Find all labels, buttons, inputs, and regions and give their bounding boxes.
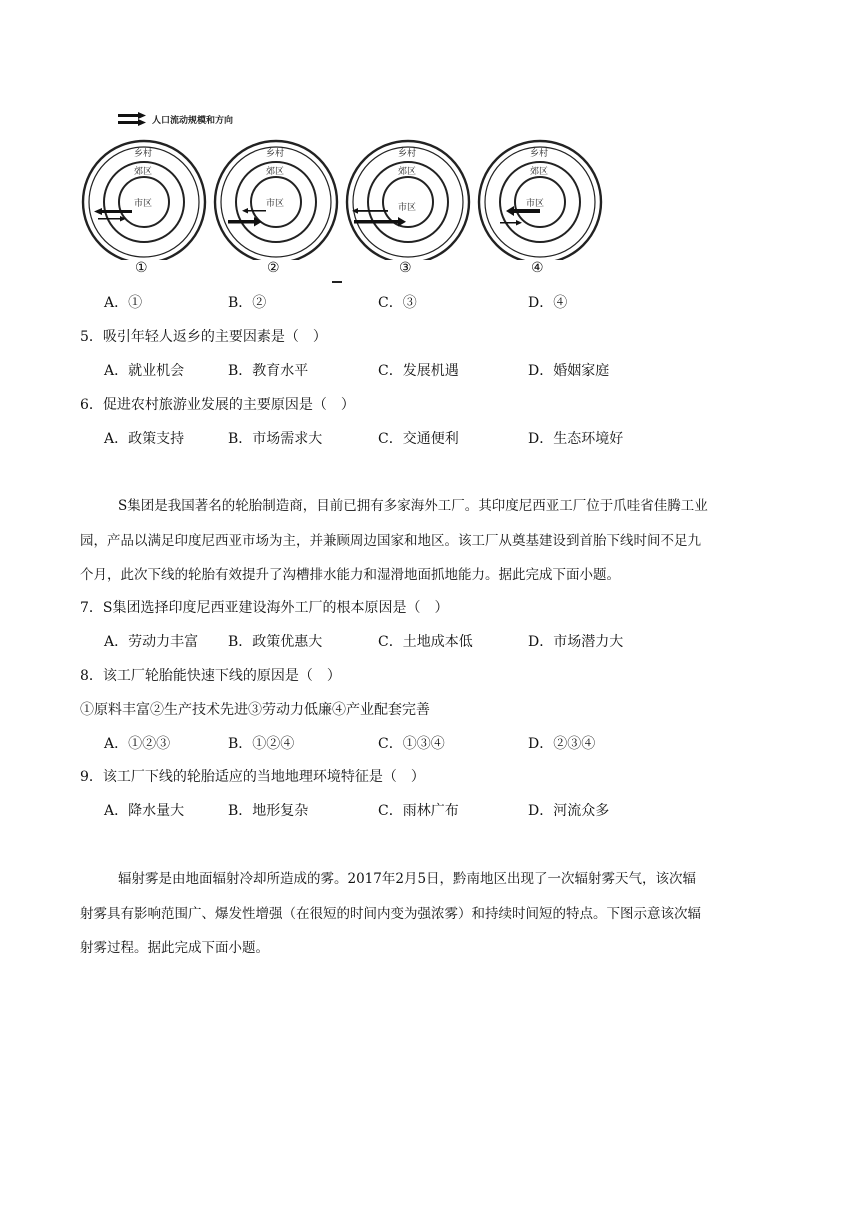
- q4-option-d[interactable]: D．④: [528, 295, 568, 311]
- village-label: 乡村: [530, 149, 549, 159]
- diagram-number: ③: [399, 260, 412, 276]
- diagram-2: [212, 138, 340, 280]
- passage1-line-2: 园，产品以满足印度尼西亚市场为主，并兼顾周边国家和地区。该工厂从奠基建设到首胎下线时间不足九: [80, 533, 701, 549]
- diagram-3: [344, 138, 472, 280]
- village-label: 乡村: [134, 149, 153, 159]
- q4-option-c[interactable]: C．③: [378, 295, 417, 311]
- city-label: 市区: [398, 203, 417, 213]
- q9-option-a[interactable]: A．降水量大: [104, 803, 185, 819]
- passage2-line-2: 射雾具有影响范围广、爆发性增强（在很短的时间内变为强浓雾）和持续时间短的特点。下图示意该次辐: [80, 906, 701, 922]
- q8-stem: 8．该工厂轮胎能快速下线的原因是（ ）: [80, 668, 341, 684]
- city-label: 市区: [134, 199, 153, 209]
- q9-option-b[interactable]: B．地形复杂: [228, 803, 309, 819]
- passage2-line-1: 辐射雾是由地面辐射冷却所造成的雾。2017年2月5日，黔南地区出现了一次辐射雾天气，该次辐: [118, 871, 697, 887]
- passage1-line-1: S集团是我国著名的轮胎制造商，目前已拥有多家海外工厂。其印度尼西亚工厂位于爪哇省佳腾工业: [118, 498, 708, 514]
- q6-option-c[interactable]: C．交通便利: [378, 431, 459, 447]
- q4-option-a[interactable]: A．①: [104, 295, 143, 311]
- suburb-label: 郊区: [398, 167, 417, 177]
- legend-label: 人口流动规模和方向: [152, 116, 234, 126]
- q6-option-d[interactable]: D．生态环境好: [528, 431, 624, 447]
- passage2-line-3: 射雾过程。据此完成下面小题。: [80, 940, 269, 956]
- q7-option-a[interactable]: A．劳动力丰富: [104, 634, 199, 650]
- q7-option-b[interactable]: B．政策优惠大: [228, 634, 323, 650]
- diagram-number: ①: [135, 260, 148, 276]
- diagram-number: ④: [531, 260, 544, 276]
- suburb-label: 郊区: [134, 167, 153, 177]
- city-label: 市区: [526, 199, 545, 209]
- village-label: 乡村: [266, 149, 285, 159]
- diagram-1: [80, 138, 208, 280]
- q4-option-b[interactable]: B．②: [228, 295, 267, 311]
- q8-option-c[interactable]: C．①③④: [378, 736, 445, 752]
- q9-stem: 9．该工厂下线的轮胎适应的当地地理环境特征是（ ）: [80, 769, 425, 785]
- q5-option-d[interactable]: D．婚姻家庭: [528, 363, 610, 379]
- q9-option-c[interactable]: C．雨林广布: [378, 803, 459, 819]
- q6-option-b[interactable]: B．市场需求大: [228, 431, 323, 447]
- q6-stem: 6．促进农村旅游业发展的主要原因是（ ）: [80, 397, 355, 413]
- q5-option-c[interactable]: C．发展机遇: [378, 363, 459, 379]
- village-label: 乡村: [398, 149, 417, 159]
- double-arrow-icon: [118, 112, 146, 126]
- diagram-number: ②: [267, 260, 280, 276]
- q8-option-a[interactable]: A．①②③: [104, 736, 171, 752]
- city-label: 市区: [266, 199, 285, 209]
- q5-option-a[interactable]: A．就业机会: [104, 363, 185, 379]
- q6-option-a[interactable]: A．政策支持: [104, 431, 185, 447]
- q8-option-d[interactable]: D．②③④: [528, 736, 596, 752]
- q7-option-d[interactable]: D．市场潜力大: [528, 634, 624, 650]
- suburb-label: 郊区: [530, 167, 549, 177]
- q5-stem: 5．吸引年轻人返乡的主要因素是（ ）: [80, 329, 327, 345]
- q7-stem: 7．S集团选择印度尼西亚建设海外工厂的根本原因是（ ）: [80, 600, 449, 616]
- q9-option-d[interactable]: D．河流众多: [528, 803, 610, 819]
- q8-option-b[interactable]: B．①②④: [228, 736, 295, 752]
- dash-mark: [332, 281, 342, 283]
- suburb-label: 郊区: [266, 167, 285, 177]
- q7-option-c[interactable]: C．土地成本低: [378, 634, 473, 650]
- diagram-4: [476, 138, 604, 280]
- q8-items: ①原料丰富②生产技术先进③劳动力低廉④产业配套完善: [80, 702, 430, 718]
- q5-option-b[interactable]: B．教育水平: [228, 363, 309, 379]
- passage1-line-3: 个月，此次下线的轮胎有效提升了沟槽排水能力和湿滑地面抓地能力。据此完成下面小题。: [80, 567, 620, 583]
